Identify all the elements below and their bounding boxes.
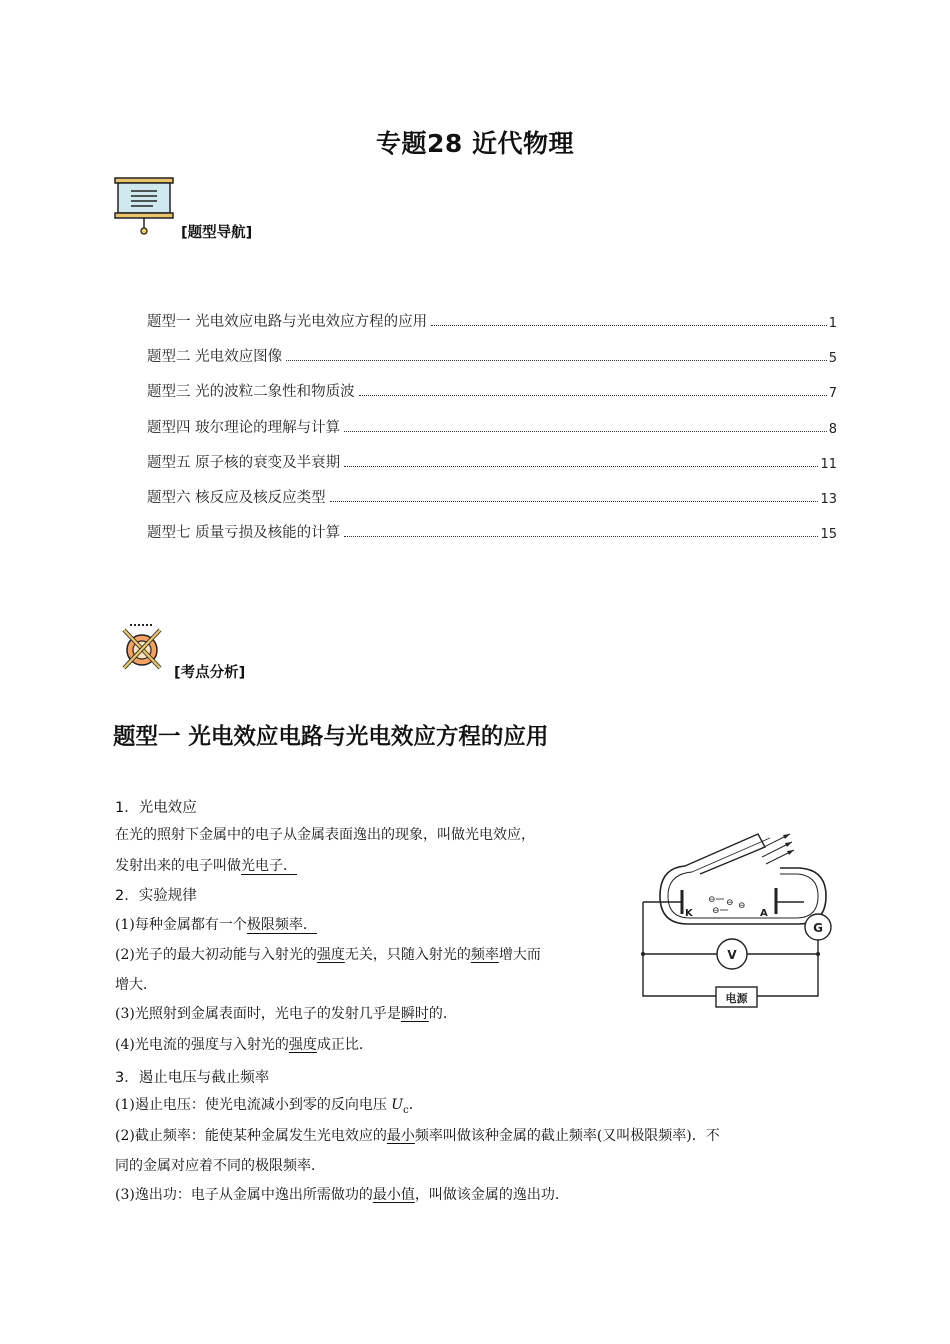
text: (3)逸出功：电子从金属中逸出所需做功的 — [115, 1187, 373, 1203]
anode-label: A — [760, 908, 768, 919]
toc-item-page: 13 — [820, 492, 837, 507]
electron-symbol: ⊖ — [726, 898, 734, 908]
toc-item-page: 5 — [828, 351, 837, 366]
paragraph-line — [115, 1185, 569, 1205]
section-heading: 题型一 光电效应电路与光电效应方程的应用 — [113, 724, 549, 750]
electron-symbol: ⊖ — [708, 895, 716, 905]
text: 无关，只随入射光的 — [344, 947, 471, 963]
toc-item-label: 题型三 光的波粒二象性和物质波 — [147, 384, 355, 400]
paragraph-line — [115, 1095, 423, 1121]
toc-leader — [431, 325, 827, 326]
analysis-label: [考点分析] — [174, 665, 246, 681]
crossed-pencils-icon — [116, 622, 168, 674]
toc-item-3[interactable] — [147, 381, 837, 401]
underlined-term: 强度 — [316, 947, 345, 963]
toc-item-5[interactable] — [147, 452, 837, 472]
underlined-term: 瞬时 — [400, 1006, 429, 1022]
paragraph-line — [115, 1035, 373, 1055]
toc-leader — [330, 501, 819, 502]
paragraph-line — [115, 945, 541, 965]
power-supply-label: 电源 — [725, 992, 748, 1005]
underlined-term: 最小 — [386, 1128, 415, 1144]
text: (3)光照射到金属表面时，光电子的发射几乎是 — [115, 1006, 401, 1022]
page-title: 专题28 近代物理 — [376, 129, 574, 158]
text: 发射出来的电子叫做 — [115, 858, 241, 874]
underlined-term: 强度 — [288, 1037, 317, 1053]
electron-symbol: ⊖ — [738, 901, 746, 911]
toc-leader — [344, 536, 818, 537]
text: 频率叫做该种金属的截止频率(又叫极限频率)．不 — [414, 1128, 720, 1144]
presentation-board-icon — [113, 176, 175, 236]
paragraph-line: 在光的照射下金属中的电子从金属表面逸出的现象，叫做光电效应， — [115, 827, 535, 843]
text: 的． — [428, 1006, 457, 1022]
toc-item-7[interactable] — [147, 522, 837, 542]
paragraph-line — [115, 1004, 457, 1024]
paragraph-line: 同的金属对应着不同的极限频率． — [115, 1158, 325, 1174]
toc-leader — [359, 395, 827, 396]
toc-item-2[interactable] — [147, 346, 837, 366]
toc-leader — [286, 360, 827, 361]
subheading-photoelectric-effect: 1．光电效应 — [115, 800, 197, 816]
text: (1)每种金属都有一个 — [115, 917, 247, 933]
cathode-label: K — [685, 908, 693, 919]
text: (4)光电流的强度与入射光的 — [115, 1037, 289, 1053]
underlined-term: 光电子． — [241, 858, 297, 874]
toc-item-1[interactable] — [147, 311, 837, 331]
paragraph-line: 增大． — [115, 977, 157, 993]
nav-label: [题型导航] — [181, 225, 253, 241]
subheading-experimental-laws: 2．实验规律 — [115, 888, 197, 904]
voltmeter-label: V — [727, 948, 737, 962]
toc-item-label: 题型五 原子核的衰变及半衰期 — [147, 455, 341, 471]
toc-item-page: 8 — [828, 422, 837, 437]
subheading-stopping-voltage: 3．遏止电压与截止频率 — [115, 1070, 270, 1086]
toc-item-page: 1 — [828, 316, 837, 331]
galvanometer-label: G — [813, 921, 823, 935]
underlined-term: 最小值 — [372, 1187, 415, 1203]
paragraph-line — [115, 856, 297, 876]
variable: U — [391, 1097, 404, 1113]
toc-item-label: 题型七 质量亏损及核能的计算 — [147, 525, 341, 541]
toc-item-page: 15 — [820, 527, 837, 542]
toc-item-label: 题型二 光电效应图像 — [147, 349, 283, 365]
toc-item-label: 题型六 核反应及核反应类型 — [147, 490, 326, 506]
text: (1)遏止电压：使光电流减小到零的反向电压 — [115, 1097, 392, 1113]
electron-symbol: ⊖ — [712, 906, 720, 916]
toc-item-page: 11 — [820, 457, 837, 472]
text: (2)截止频率：能使某种金属发生光电效应的 — [115, 1128, 387, 1144]
toc-leader — [344, 431, 827, 432]
underlined-term: 极限频率． — [246, 917, 317, 933]
toc-item-6[interactable] — [147, 487, 837, 507]
toc-item-label: 题型四 玻尔理论的理解与计算 — [147, 420, 341, 436]
variable-subscript: c — [403, 1104, 409, 1116]
toc-leader — [344, 466, 818, 467]
underlined-term: 频率 — [470, 947, 499, 963]
toc-item-4[interactable] — [147, 417, 837, 437]
toc-item-page: 7 — [828, 386, 837, 401]
paragraph-line — [115, 1126, 720, 1146]
text: 成正比． — [316, 1037, 373, 1053]
text: ，叫做该金属的逸出功． — [414, 1187, 569, 1203]
paragraph-line — [115, 915, 317, 935]
text: 增大而 — [498, 947, 541, 963]
photoelectric-circuit-diagram — [640, 826, 840, 1016]
text: ． — [408, 1097, 423, 1113]
text: (2)光子的最大初动能与入射光的 — [115, 947, 317, 963]
toc-item-label: 题型一 光电效应电路与光电效应方程的应用 — [147, 314, 428, 330]
